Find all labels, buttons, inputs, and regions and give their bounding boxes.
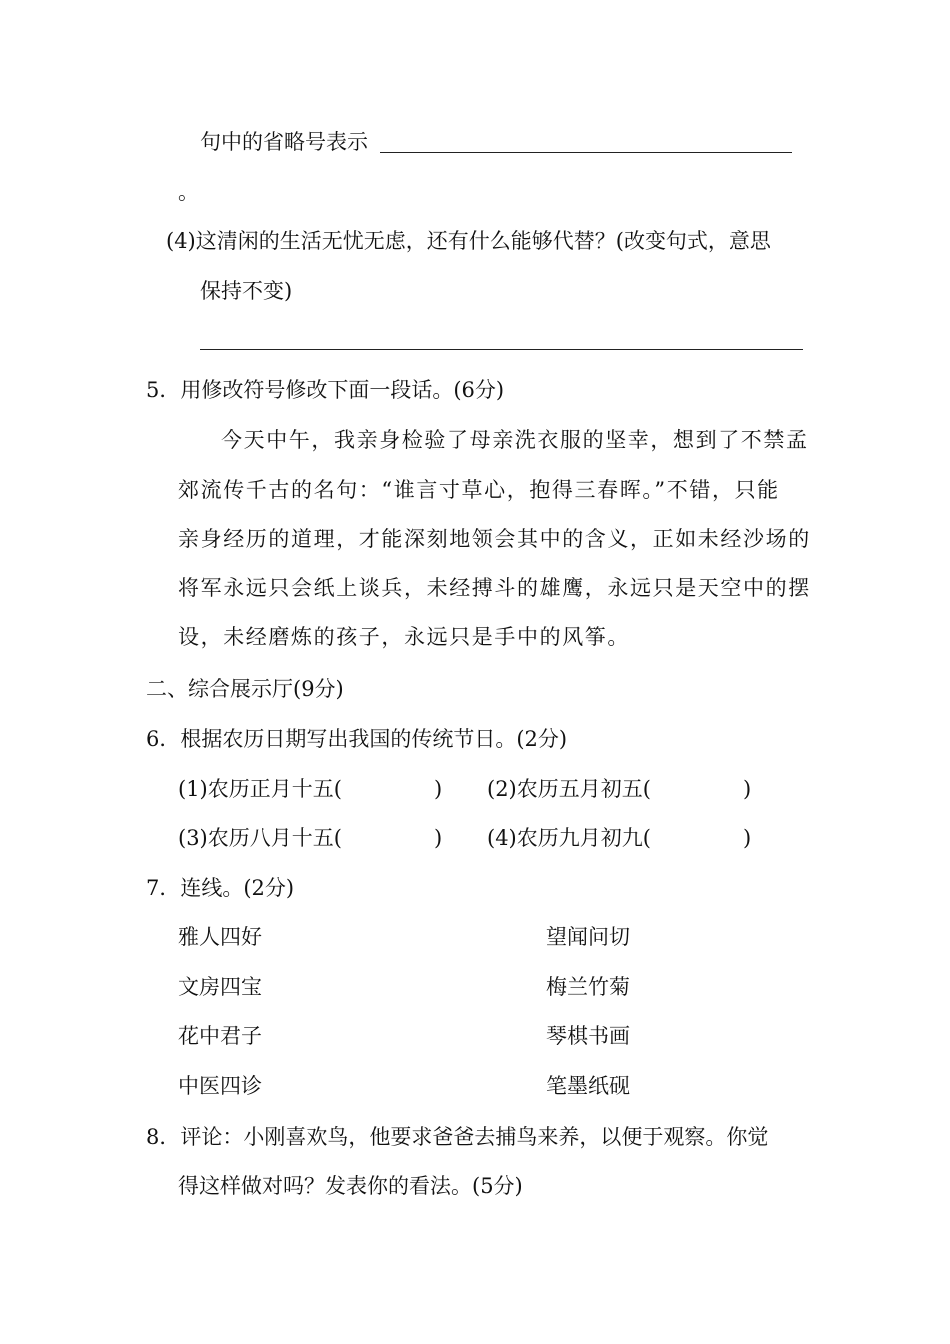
ellipsis-question-prompt: 句中的省略号表示 <box>200 130 368 154</box>
q5-passage-line: 将军永远只会纸上谈兵，未经搏斗的雄鹰，永远只是天空中的摆 <box>178 576 811 600</box>
question-5-title: 5．用修改符号修改下面一段话。(6分) <box>146 378 505 402</box>
match-right-item[interactable]: 笔墨纸砚 <box>546 1074 630 1098</box>
sub-question-4-line1: (4)这清闲的生活无忧无虑，还有什么能够代替？(改变句式，意思 <box>166 229 771 253</box>
q6-item-2-label: (2)农历五月初五( <box>487 777 651 801</box>
sub-question-4-line2: 保持不变) <box>200 279 293 303</box>
question-7-title: 7．连线。(2分) <box>146 876 295 900</box>
q6-item-2-close: ) <box>743 777 752 801</box>
q6-item-4-label: (4)农历九月初九( <box>487 826 651 850</box>
ellipsis-answer-period: 。 <box>178 180 199 204</box>
question-8-line2: 得这样做对吗？发表你的看法。(5分) <box>178 1174 523 1198</box>
q6-item-1-label: (1)农历正月十五( <box>178 777 342 801</box>
match-left-item[interactable]: 中医四诊 <box>178 1074 262 1098</box>
section-2-title: 二、综合展示厅(9分) <box>146 677 344 701</box>
q5-passage-line: 郊流传千古的名句：“谁言寸草心，抱得三春晖。”不错，只能 <box>178 478 780 502</box>
q5-passage-line: 今天中午，我亲身检验了母亲洗衣服的坚幸，想到了不禁孟 <box>221 428 809 452</box>
q6-item-4-close: ) <box>743 826 752 850</box>
match-left-item[interactable]: 花中君子 <box>178 1024 262 1048</box>
match-left-item[interactable]: 雅人四好 <box>178 925 262 949</box>
q5-passage-line: 亲身经历的道理，才能深刻地领会其中的含义，正如未经沙场的 <box>178 527 811 551</box>
sub-question-4-answer-line[interactable] <box>200 349 803 350</box>
question-8-line1: 8．评论：小刚喜欢鸟，他要求爸爸去捕鸟来养，以便于观察。你觉 <box>146 1125 769 1149</box>
ellipsis-answer-line[interactable] <box>380 152 792 153</box>
q5-passage-line: 设，未经磨炼的孩子，永远只是手中的风筝。 <box>178 625 630 649</box>
q6-item-1-close: ) <box>434 777 443 801</box>
match-right-item[interactable]: 琴棋书画 <box>546 1024 630 1048</box>
question-6-title: 6．根据农历日期写出我国的传统节日。(2分) <box>146 727 568 751</box>
q6-item-3-label: (3)农历八月十五( <box>178 826 342 850</box>
q6-item-3-close: ) <box>434 826 443 850</box>
match-right-item[interactable]: 梅兰竹菊 <box>546 975 630 999</box>
match-right-item[interactable]: 望闻问切 <box>546 925 630 949</box>
match-left-item[interactable]: 文房四宝 <box>178 975 262 999</box>
